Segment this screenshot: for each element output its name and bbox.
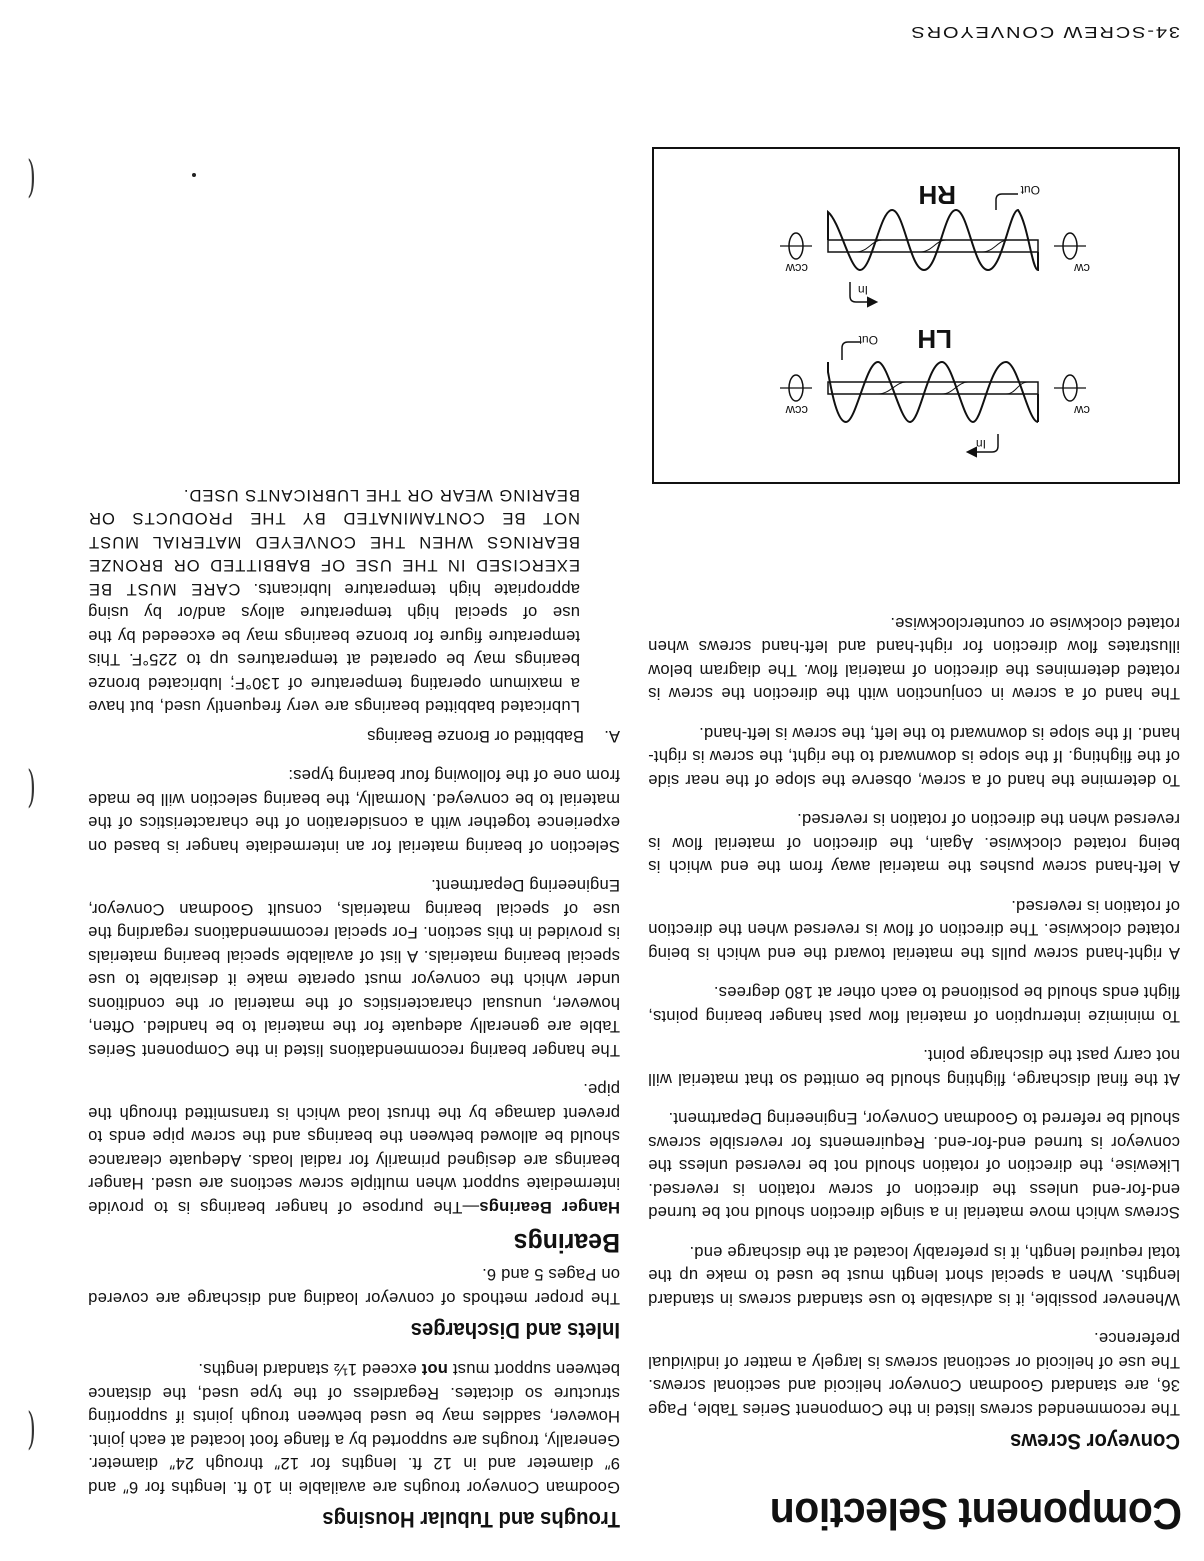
hanger-bearings-lead: Hanger Bearings	[479, 1197, 620, 1217]
screw-hand-flow-diagram	[652, 147, 1180, 484]
conveyor-screws-paragraph: The hand of a screw in conjunction with the direction the screw is rotated determines the direction of material flow. The diagram below illustrates flow direction for right-hand and left-hand screws when rotated clockwise or counterclockwise.	[648, 613, 1180, 704]
rh-ccw-label: ccw	[785, 261, 808, 276]
right-column	[88, 483, 620, 1531]
rh-in-label: In	[857, 283, 868, 297]
hanger-bearings-paragraph	[88, 1078, 620, 1219]
troughs-text: Goodman Conveyor troughs are available in 10 ft. lengths for 6″ and 9″ diameter and in 12 ft. lengths for 12″ through 24″ diameter. Generally, troughs are supported by a flange foot located at each joint. However, saddles may be used between trough joints if supporting structure so dictates. Regardless of the type used, the distance between support must	[88, 1360, 620, 1497]
bearings-paragraph: Selection of bearing material for an intermediate hanger is based on experience together with a consideration of the characteristics of the material to be conveyed. Normally, the bearing selection will be made from one of the following four bearing types:	[88, 766, 620, 856]
conveyor-screws-paragraph: A left-hand screw pushes the material away from the end which is being rotated clockwise. Again, the direction of material flow is reversed when the direction of rotation is reversed.	[648, 810, 1180, 877]
conveyor-screws-paragraph: To minimize interruption of material flow past hanger bearing points, flight ends should be positioned to each other at 180 degrees.	[648, 983, 1180, 1026]
bearing-type-a-text	[88, 483, 620, 718]
conveyor-screws-paragraph: To determine the hand of a screw, observe the slope of the near side of the flighting. If the slope is downward to the right, the screw is right-hand. If the slope is downward to the left, the screw is left-hand.	[648, 723, 1180, 790]
inlets-heading: Inlets and Discharges	[410, 1317, 620, 1343]
rh-label: RH	[918, 180, 956, 210]
list-item-text: Lubricated babbitted bearings are very frequently used, but have a maximum operating temperature of 130°F; lubricated bronze bearings may be operated at temperatures up to 225°F. This temperature figure for bronze bearings may be exceeded by the use of special high temperature alloys and/or by using appropriate high temperature lubricants.	[88, 579, 580, 717]
lh-cw-label: cw	[1074, 403, 1090, 418]
lh-in-label: In	[975, 437, 986, 451]
bearings-heading: Bearings	[513, 1227, 620, 1258]
lh-out-label: Out	[858, 333, 878, 347]
page-title: Component Selection	[770, 1489, 1182, 1538]
rh-screw-icon	[780, 194, 1086, 306]
binder-hole-mark: (	[27, 154, 36, 205]
lh-ccw-label: ccw	[785, 403, 808, 418]
caution-text: CARE MUST BE EXERCISED IN THE USE OF BABBITTED OR BRONZE BEARINGS WHEN THE CONVEYED MATERIAL MUST NOT BE CONTAMINATED BY THE PRODUCTS OR BEARING WEAR OR THE LUBRICANTS USED.	[87, 485, 580, 599]
conveyor-screws-paragraph: The recommended screws listed in the Component Series Table, Page 36, are standard Goodman Conveyor helicoid and sectional screws. The use of helicoid or sectional screws is largely a matter of individual preference.	[648, 1329, 1180, 1419]
lh-label: LH	[917, 324, 952, 354]
bearings-paragraph: The hanger bearing recommendations listed in the Component Series Table are generally adequate for the material to be handled. Often, however, unusual characteristics of the material or the conditions under which the conveyor must operate make it desirable to use special bearing materials. A list of available special bearing materials is provided in this section. For special recommendations regarding the use of special bearing materials, consult Goodman Conveyor, Engineering Department.	[88, 876, 620, 1060]
conveyor-screws-heading: Conveyor Screws	[1010, 1429, 1180, 1454]
conveyor-screws-paragraph: At the final discharge, flighting should be omitted so that material will not carry past the discharge point.	[648, 1046, 1180, 1089]
troughs-paragraph	[88, 1358, 620, 1499]
inlets-paragraph: The proper methods of conveyor loading and discharge are covered on Pages 5 and 6.	[88, 1265, 620, 1308]
hanger-bearings-text: —The purpose of hanger bearings is to provide intermediate support when multiple screw sections are used. Hanger bearings are designed primarily for radial loads. Adequate clearance should be allowed between the bearings and the screw pipe ends to prevent damage by the thrust load which is transmitted through the pipe.	[88, 1080, 620, 1217]
conveyor-screws-paragraph: Whenever possible, it is advisable to use standard screws in standard lengths. When a special short length must be used to make up the total required length, it is preferably located at the discharge end.	[648, 1242, 1180, 1309]
conveyor-screws-paragraph: Screws which move material in a single direction should not be turned end-for-end unless the direction of screw rotation is reversed. Likewise, the direction of rotation should not be reversed unless the conveyor is turned end-for-end. Requirements for reversible screws should be referred to Goodman Conveyor, Engineering Department.	[648, 1109, 1180, 1223]
rh-cw-label: cw	[1074, 261, 1090, 276]
troughs-heading: Troughs and Tubular Housings	[322, 1507, 620, 1532]
bearing-type-a-heading	[88, 724, 620, 748]
list-marker: A.	[604, 726, 620, 746]
screw-diagram-svg	[654, 149, 1178, 482]
conveyor-screws-paragraph: A right-hand screw pulls the material toward the end which is being rotated clockwise. The direction of flow is reversed when the direction of rotation is reversed.	[648, 896, 1180, 963]
page-footer: 34-SCREW CONVEYORS	[909, 23, 1180, 40]
rh-out-label: Out	[1020, 183, 1040, 197]
troughs-text-end: exceed 1½ standard lengths.	[198, 1360, 422, 1380]
binder-hole-mark: (	[27, 764, 36, 815]
lh-screw-icon	[780, 342, 1086, 456]
scan-speck	[192, 173, 196, 177]
binder-hole-mark: (	[27, 1406, 36, 1457]
troughs-emphasis: not	[421, 1360, 448, 1380]
list-item-title: Babbitted or Bronze Bearings	[367, 726, 584, 746]
left-column	[648, 595, 1180, 1453]
